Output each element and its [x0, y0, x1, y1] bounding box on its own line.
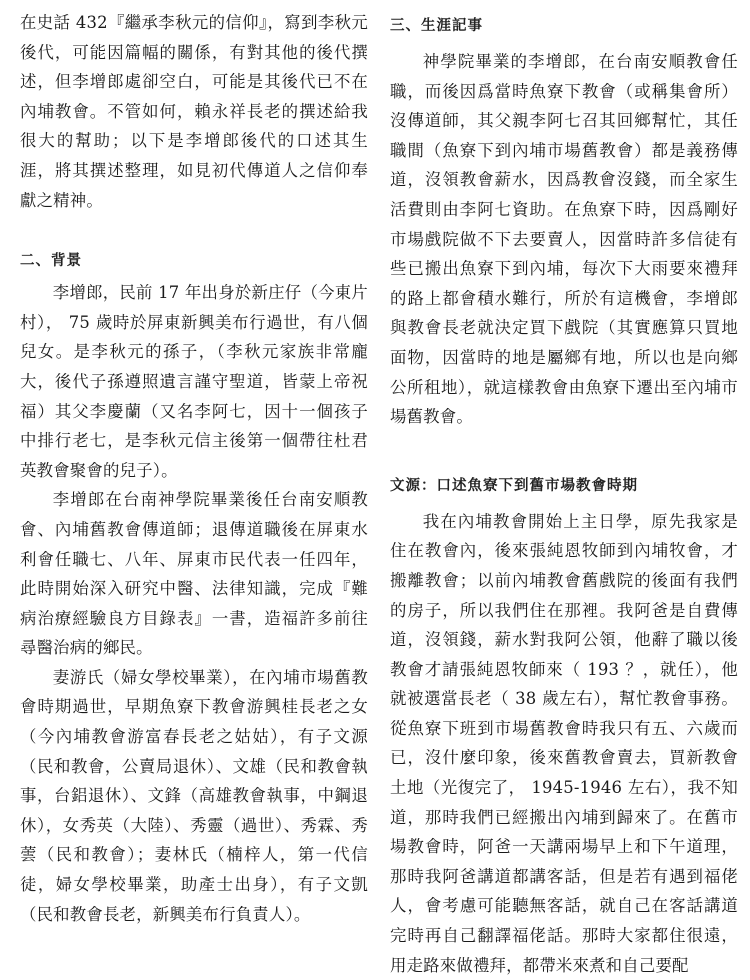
- background-paragraph-2: 李增郎在台南神學院畢業後任台南安順教會、內埔舊教會傳道師；退傳道職後在屏東水利會任職七、八年、屏東市民代表一任四年，此時開始深入研究中醫、法律知識，完成『難病治療經驗良方目錄表』一書，造福許多前往尋醫治病的鄉民。: [20, 490, 368, 658]
- oral-history-heading: 文源：口述魚寮下到舊市場教會時期: [390, 477, 638, 494]
- background-paragraph-3: 妻游氏（婦女學校畢業），在內埔市場舊教會時期過世，早期魚寮下教會游興桂長老之女（今內埔教會游富春長老之姑姑），有子文源（民和教會，公賣局退休）、文雄（民和教會執事，台鋁退休）、文鋒（高雄教會執事，中鋼退休），女秀英（大陸）、秀靈（過世）、秀霖、秀蕓（民和教會）；妻林氏（楠梓人，第一代信徒，婦女學校畢業，助產士出身），有子文凱（民和教會長老，新興美布行負責人）。: [20, 667, 368, 924]
- intro-paragraph: 在史話 432『繼承李秋元的信仰』，寫到李秋元後代，可能因篇幅的關係，有對其他的後代撰述，但李增郎處卻空白，可能是其後代已不在內埔教會。不管如何，賴永祥長老的撰述給我很大的幫助；以下是李增郎後代的口述其生涯，將其撰述整理，如見初代傳道人之信仰奉獻之精神。: [20, 13, 368, 210]
- left-column: [20, 8, 368, 929]
- section-heading-background: 二、背景: [20, 253, 82, 270]
- right-column: [390, 10, 738, 980]
- oral-history-paragraph: 我在內埔教會開始上主日學，原先我家是住在教會內，後來張純恩牧師到內埔牧會，才搬離教會；以前內埔教會舊戲院的後面有我們的房子，所以我們住在那裡。我阿爸是自費傳道，沒領錢，薪水對我阿公領，他辭了職以後教會才請張純恩牧師來（ 193 ？，就任），他就被選當長老（ 38 歲左右），幫忙教會事務。從魚寮下班到市場舊教會時我只有五、六歲而已，沒什麼印象，後來舊教會賣去，買新教會土地（光復完了， 1945-1946 左右），我不知道，那時我們已經搬出內埔到歸來了。在舊市場教會時，阿爸一天講兩場早上和下午道理，那時我阿爸講道都講客話，但是若有遇到福佬人，會考慮可能聽無客話，就自己在客話講道完時再自己翻譯福佬話。那時大家都住很遠，用走路來做禮拜，都帶米來煮和自己要配: [390, 511, 738, 975]
- background-paragraph-1: 李增郎，民前 17 年出身於新庄仔（今東片村）， 75 歲時於屏東新興美布行過世，有八個兒女。是李秋元的孫子，（李秋元家族非常龐大，後代子孫遵照遺言謹守聖道，皆蒙上帝祝福）其父李慶蘭（又名李阿七，因十一個孩子中排行老七，是李秋元信主後第一個帶往杜君英教會聚會的兒子）。: [20, 283, 368, 480]
- career-paragraph: 神學院畢業的李增郎，在台南安順教會任職，而後因爲當時魚寮下教會（或稱集會所）沒傳道師，其父親李阿七召其回鄉幫忙，其任職間（魚寮下到內埔市場舊教會）都是義務傳道，沒領教會薪水，因爲教會沒錢，而全家生活費則由李阿七資助。在魚寮下時，因爲剛好市場戲院做不下去要賣人，因當時許多信徒有些已搬出魚寮下到內埔，每次下大雨要來禮拜的路上都會積水難行，所於有這機會，李增郎與教會長老就決定買下戲院（其實應算只買地面物，因當時的地是屬鄉有地，所以也是向鄉公所租地），就這樣教會由魚寮下遷出至內埔市場舊教會。: [390, 52, 738, 427]
- section-heading-career: 三、生涯記事: [390, 18, 483, 34]
